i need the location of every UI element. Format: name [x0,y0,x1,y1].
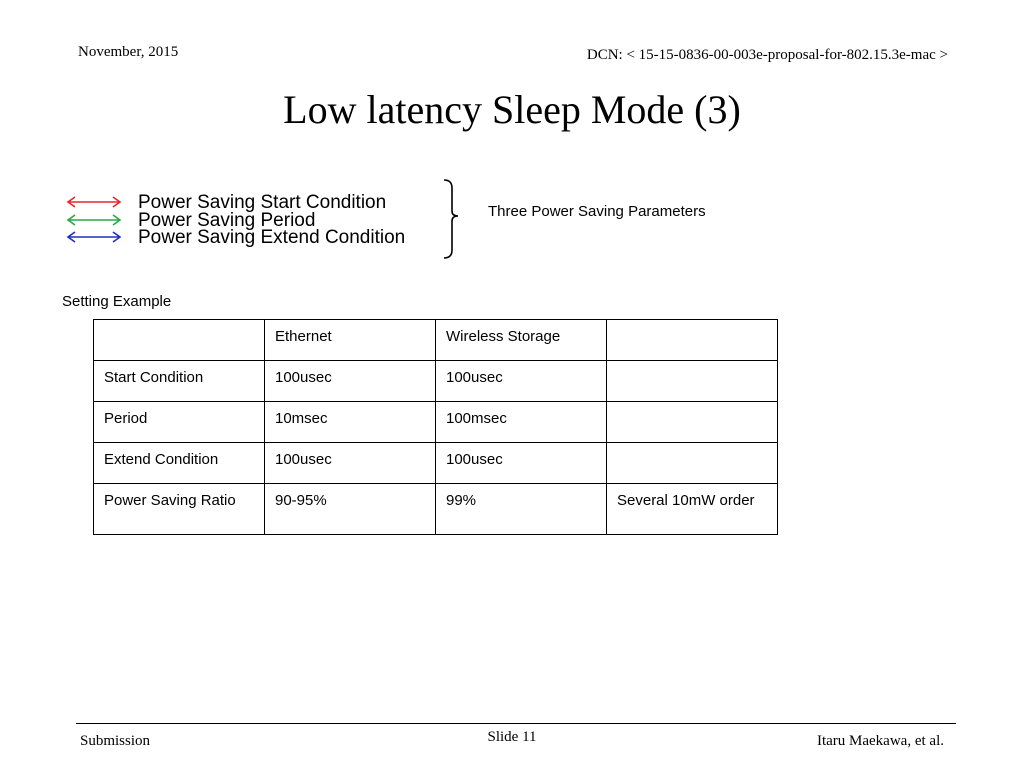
double-arrow-green-icon [66,214,122,226]
table-cell: Extend Condition [94,443,265,484]
table-cell: 100msec [436,402,607,443]
table-cell: 99% [436,484,607,535]
table-row [94,443,778,484]
double-arrow-blue-icon [66,231,122,243]
table-header-row [94,320,778,361]
legend-label-period: Power Saving Period [138,210,316,231]
footer-submission: Submission [80,733,151,749]
double-arrow-red-icon [66,196,122,208]
table-row [94,361,778,402]
setting-example-label: Setting Example [62,293,172,310]
table-cell: 100usec [436,443,607,484]
table-cell [607,443,778,484]
table-cell: Start Condition [94,361,265,402]
table-cell: Ethernet [265,320,436,361]
table-row [94,402,778,443]
table-cell [94,320,265,361]
footer-authors: Itaru Maekawa, et al. [816,733,944,749]
table-cell: 100usec [265,361,436,402]
slide-number: Slide 11 [487,729,537,745]
table-cell [607,320,778,361]
legend-label-start-condition: Power Saving Start Condition [138,192,387,213]
slide-title: Low latency Sleep Mode (3) [283,87,741,132]
table-cell [607,361,778,402]
legend-label-extend-condition: Power Saving Extend Condition [138,227,406,248]
table-cell: 100usec [265,443,436,484]
table-cell: 100usec [436,361,607,402]
table-cell: Wireless Storage [436,320,607,361]
bracket-label: Three Power Saving Parameters [488,203,706,220]
table-cell [607,402,778,443]
footer-divider [76,723,956,724]
table-cell: 90-95% [265,484,436,535]
right-brace-icon [440,178,464,260]
table-row [94,484,778,535]
table-cell: 10msec [265,402,436,443]
header-date: November, 2015 [78,44,179,60]
table-cell: Several 10mW order [607,484,778,535]
table-cell: Power Saving Ratio [94,484,265,535]
header-dcn: DCN: < 15-15-0836-00-003e-proposal-for-802.15.3e-mac > [586,47,948,63]
table-cell: Period [94,402,265,443]
setting-example-table [93,319,778,535]
